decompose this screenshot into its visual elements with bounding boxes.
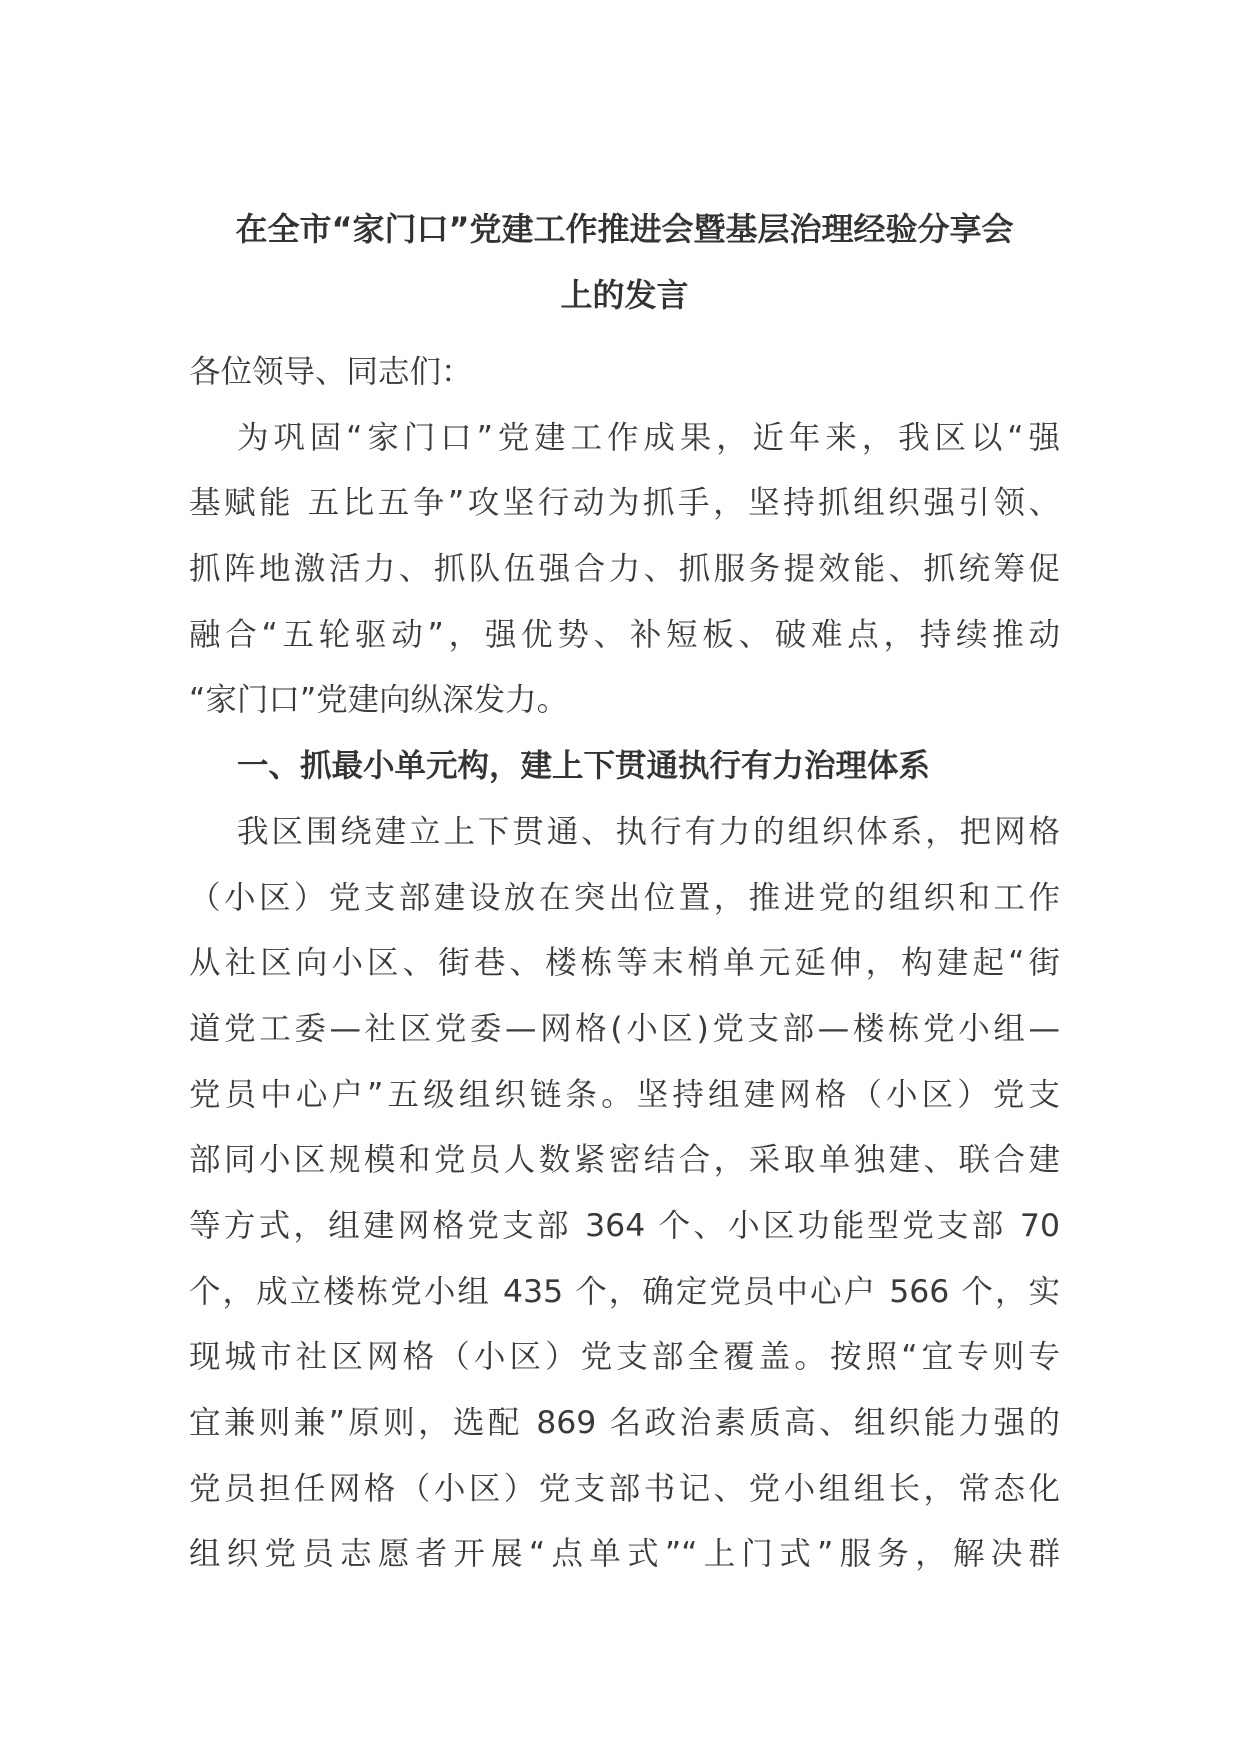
text-line: 融合“五轮驱动”，强优势、补短板、破难点，持续推动	[189, 616, 1060, 653]
text-line: 部同小区规模和党员人数紧密结合，采取单独建、联合建	[189, 1142, 1060, 1179]
paragraph-section-1	[189, 800, 1060, 1588]
document-title	[189, 196, 1060, 328]
document-page	[189, 196, 1060, 1588]
text-line: 组织党员志愿者开展“点单式”“上门式”服务，解决群	[189, 1536, 1060, 1573]
text-line: 从社区向小区、街巷、楼栋等末梢单元延伸，构建起“街	[189, 945, 1060, 982]
text-line: “家门口”党建向纵深发力。	[189, 682, 569, 719]
text-line: 道党工委—社区党委—网格(小区)党支部—楼栋党小组—	[189, 1010, 1060, 1047]
paragraph-intro	[189, 406, 1060, 734]
text-line: 我区围绕建立上下贯通、执行有力的组织体系，把网格	[237, 813, 1060, 850]
title-line-1: 在全市“家门口”党建工作推进会暨基层治理经验分享会	[235, 210, 1014, 248]
text-line: 党员中心户”五级组织链条。坚持组建网格（小区）党支	[189, 1076, 1060, 1113]
text-line: 宜兼则兼”原则，选配 869 名政治素质高、组织能力强的	[189, 1405, 1060, 1441]
text-line: 党员担任网格（小区）党支部书记、党小组组长，常态化	[189, 1470, 1060, 1507]
text-line: 现城市社区网格（小区）党支部全覆盖。按照“宜专则专	[189, 1339, 1060, 1376]
greeting: 各位领导、同志们：	[189, 354, 473, 390]
text-line: 抓阵地激活力、抓队伍强合力、抓服务提效能、抓统筹促	[189, 551, 1060, 588]
text-line: 等方式，组建网格党支部 364 个、小区功能型党支部 70	[189, 1207, 1060, 1244]
text-line: （小区）党支部建设放在突出位置，推进党的组织和工作	[189, 879, 1060, 916]
section-heading: 一、抓最小单元构，建上下贯通执行有力治理体系	[237, 748, 931, 785]
text-line: 个，成立楼栋党小组 435 个，确定党员中心户 566 个，实	[189, 1273, 1060, 1310]
text-line: 为巩固“家门口”党建工作成果，近年来，我区以“强	[237, 419, 1060, 456]
title-line-2: 上的发言	[560, 276, 689, 314]
text-line: 基赋能 五比五争”攻坚行动为抓手，坚持抓组织强引领、	[189, 485, 1060, 522]
